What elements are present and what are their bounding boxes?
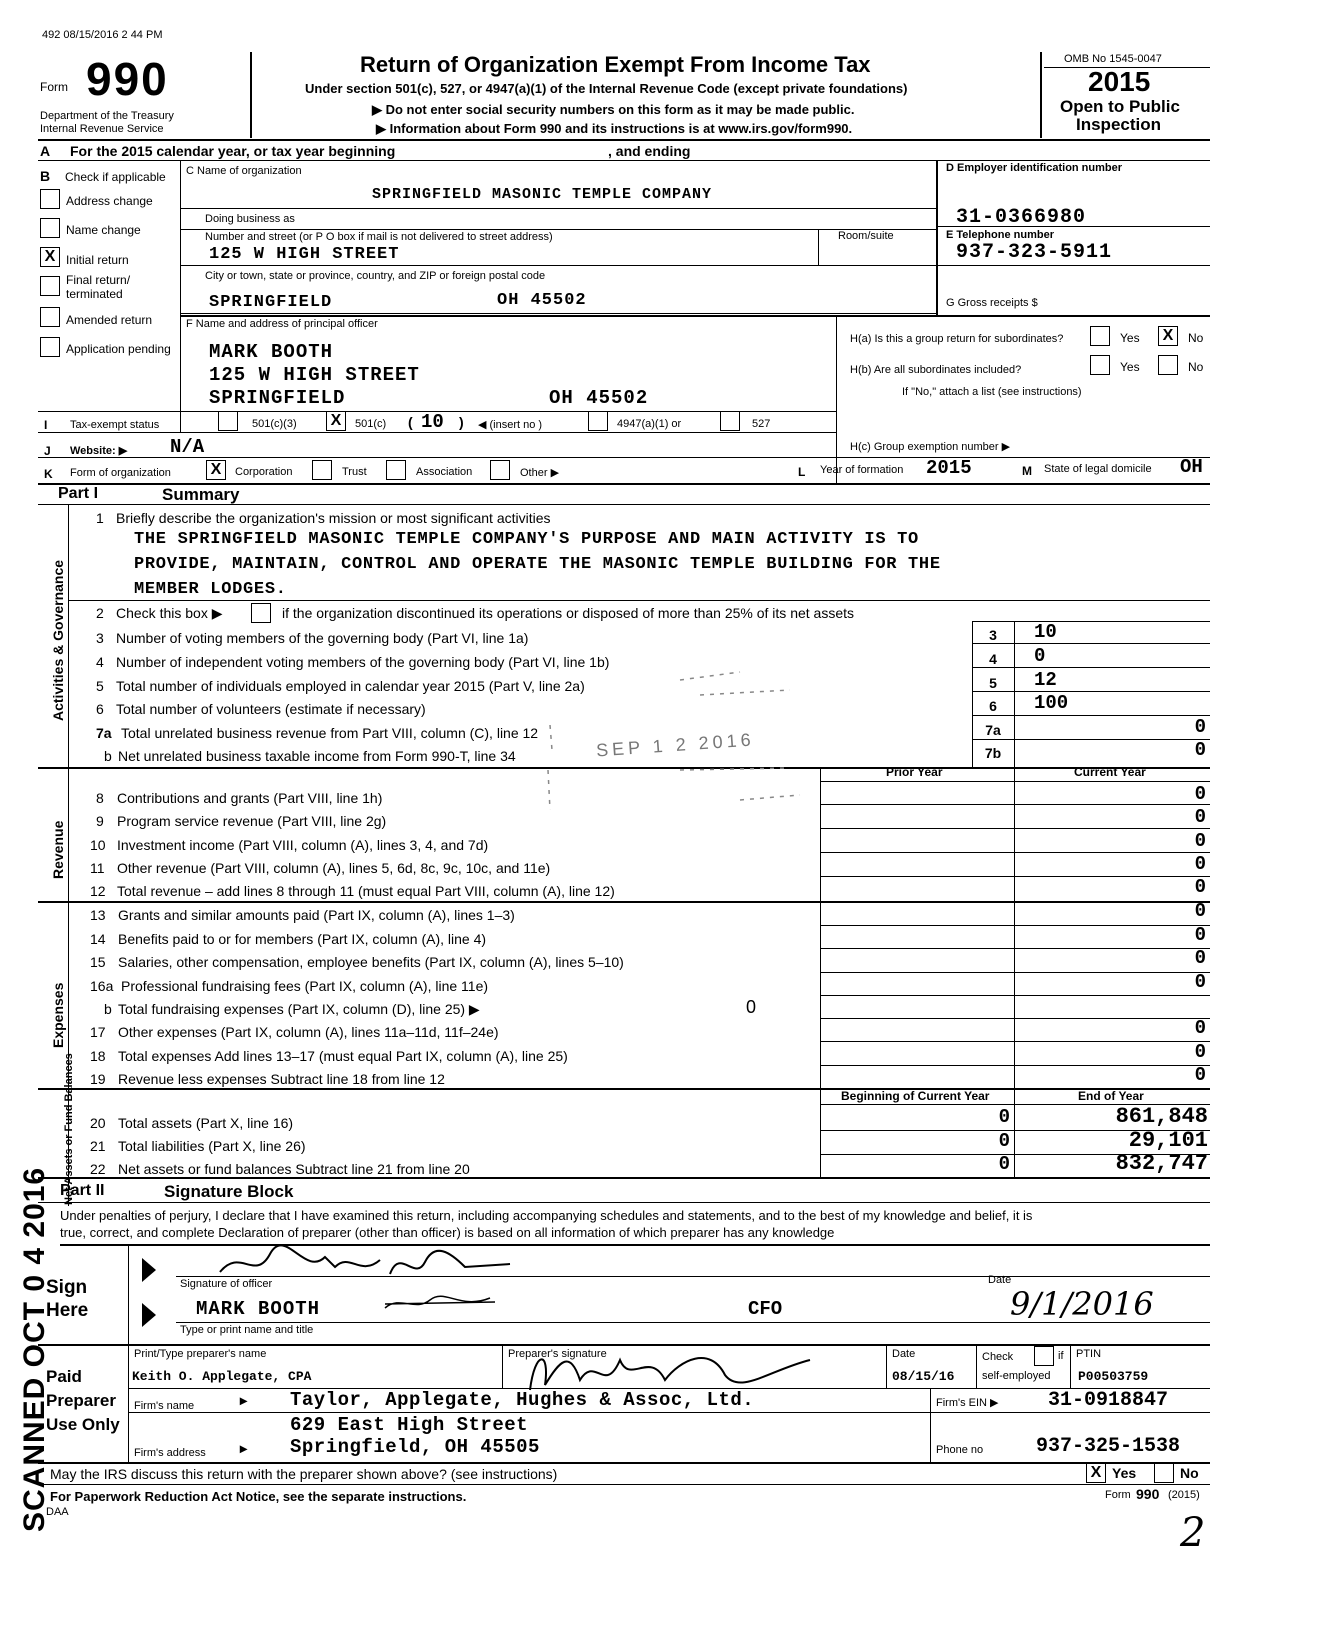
side-revenue: Revenue	[50, 820, 66, 879]
form-of-org-label: Form of organization	[70, 467, 171, 479]
gov-line-3-text: Number of voting members of the governing body (Part VI, line 1a)	[116, 630, 529, 646]
discuss-question: May the IRS discuss this return with the preparer shown above? (see instructions)	[50, 1466, 558, 1482]
daa-label: DAA	[46, 1506, 69, 1518]
city-label: City or town, state or province, country, and ZIP or foreign postal code	[205, 270, 546, 282]
line2-num: 2	[96, 605, 104, 621]
501c-paren-open: (	[408, 414, 413, 430]
firm-address-1: 629 East High Street	[290, 1414, 529, 1436]
k-label: K	[44, 467, 53, 481]
exp-line-16a-value: 0	[1194, 971, 1206, 993]
signature-officer-label: Signature of officer	[180, 1278, 273, 1290]
gov-line-4-num: 4	[96, 654, 104, 670]
amended-return-checkbox[interactable]	[40, 307, 60, 327]
hb-no-label: No	[1188, 360, 1204, 374]
open-public-2: Inspection	[1076, 115, 1162, 134]
tax-exempt-status-label: Tax-exempt status	[70, 419, 160, 431]
firm-name: Taylor, Applegate, Hughes & Assoc, Ltd.	[290, 1389, 755, 1411]
i-label: I	[44, 418, 48, 432]
net-line-22-eoy: 832,747	[1115, 1151, 1208, 1176]
rev-line-8-text: Contributions and grants (Part VIII, line 1h)	[117, 790, 383, 806]
gov-line-5-value: 12	[1034, 669, 1057, 691]
rev-line-10-text: Investment income (Part VIII, column (A), lines 3, 4, and 7d)	[117, 837, 489, 853]
initial-return-label: Initial return	[66, 253, 129, 267]
paperwork-notice: For Paperwork Reduction Act Notice, see the separate instructions.	[50, 1489, 467, 1504]
firm-name-label: Firm's name	[134, 1400, 195, 1412]
prep-name-label: Print/Type preparer's name	[134, 1348, 267, 1360]
side-net-assets: Net Assets or Fund Balances	[63, 1053, 75, 1205]
exp-line-14-text: Benefits paid to or for members (Part IX, column (A), line 4)	[118, 931, 487, 947]
exp-line-19-text: Revenue less expenses Subtract line 18 from line 12	[118, 1071, 445, 1087]
application-pending-checkbox[interactable]	[40, 337, 60, 357]
mission-line-1: THE SPRINGFIELD MASONIC TEMPLE COMPANY'S PURPOSE AND MAIN ACTIVITY IS TO	[134, 530, 919, 549]
terminated-label: terminated	[66, 287, 123, 301]
mission-line-3: MEMBER LODGES.	[134, 580, 287, 599]
form-ref-label: Form	[1105, 1489, 1131, 1501]
gov-line-6-value: 100	[1034, 692, 1069, 714]
address-change-checkbox[interactable]	[40, 189, 60, 209]
rev-line-11-value: 0	[1194, 853, 1206, 875]
gov-line-7b-num: b	[104, 748, 112, 764]
timestamp-stamp: 492 08/15/2016 2 44 PM	[42, 29, 163, 41]
gov-line-5-box: 5	[989, 675, 997, 691]
self-employed-checkbox[interactable]	[1034, 1346, 1054, 1366]
discuss-no-checkbox[interactable]	[1154, 1463, 1174, 1483]
page-mark: 2	[1180, 1510, 1206, 1556]
form-ref-year: (2015)	[1168, 1489, 1200, 1501]
info-link[interactable]: ▶ Information about Form 990 and its instructions is at www.irs.gov/form990.	[376, 121, 853, 136]
exp-line-16a-num: 16a	[90, 978, 114, 994]
sign-arrow-2	[142, 1303, 156, 1327]
rev-line-9-num: 9	[96, 813, 104, 829]
website-value: N/A	[170, 436, 205, 458]
exp-line-14-num: 14	[90, 931, 106, 947]
state-domicile-label: State of legal domicile	[1044, 463, 1152, 475]
line1-text: Briefly describe the organization's mission or most significant activities	[116, 510, 551, 526]
org-name-label: C Name of organization	[186, 165, 302, 177]
other-checkbox[interactable]	[490, 460, 510, 480]
exp-line-19-num: 19	[90, 1071, 106, 1087]
section-b-label: B	[40, 168, 51, 184]
rev-line-8-num: 8	[96, 790, 104, 806]
j-label: J	[44, 444, 51, 458]
discuss-yes-checkbox[interactable]: X	[1086, 1463, 1106, 1483]
exp-line-14-value: 0	[1194, 924, 1206, 946]
firm-name-arrow: ▸	[240, 1392, 248, 1408]
officer-title: CFO	[748, 1298, 783, 1320]
4947-checkbox[interactable]	[588, 411, 608, 431]
line2-text: Check this box ▶	[116, 605, 223, 621]
prep-sig-label: Preparer's signature	[508, 1348, 607, 1360]
rev-line-8-value: 0	[1194, 783, 1206, 805]
exp-line-16b-text: Total fundraising expenses (Part IX, column (D), line 25) ▶	[118, 1001, 480, 1017]
exp-line-16b-value: 0	[746, 997, 757, 1017]
gov-line-7b-value: 0	[1194, 739, 1206, 761]
m-label: M	[1022, 464, 1032, 478]
here-label: Here	[46, 1300, 89, 1321]
501c-number: 10	[421, 411, 444, 433]
phone: 937-323-5911	[956, 241, 1113, 264]
form-title: Return of Organization Exempt From Income Tax	[360, 52, 871, 77]
gov-line-6-num: 6	[96, 701, 104, 717]
room-label: Room/suite	[838, 230, 894, 242]
name-change-label: Name change	[66, 223, 141, 237]
phone-label: E Telephone number	[946, 229, 1054, 241]
discuss-no-label: No	[1180, 1465, 1199, 1481]
state-domicile-value: OH	[1180, 456, 1203, 478]
association-label: Association	[416, 466, 473, 478]
exp-line-17-value: 0	[1194, 1017, 1206, 1039]
net-line-20-num: 20	[90, 1115, 106, 1131]
street-address: 125 W HIGH STREET	[209, 245, 400, 264]
ein-label: D Employer identification number	[946, 162, 1123, 174]
4947-label: 4947(a)(1) or	[617, 418, 682, 430]
exp-line-16a-text: Professional fundraising fees (Part IX, column (A), line 11e)	[121, 978, 489, 994]
exp-line-13-value: 0	[1194, 900, 1206, 922]
crossed-out-scribble	[380, 1290, 500, 1316]
ha-yes-label: Yes	[1120, 331, 1140, 345]
officer-street: 125 W HIGH STREET	[209, 364, 420, 386]
ha-no-label: No	[1188, 331, 1204, 345]
prior-year-header: Prior Year	[886, 765, 943, 779]
ein: 31-0366980	[956, 206, 1087, 229]
received-stamp-marks	[540, 650, 820, 830]
current-year-header: Current Year	[1074, 765, 1146, 779]
sign-date-value: 9/1/2016	[1010, 1285, 1154, 1323]
net-line-20-eoy: 861,848	[1115, 1104, 1208, 1129]
irs-name: Internal Revenue Service	[40, 123, 164, 135]
street-label: Number and street (or P O box if mail is not delivered to street address)	[205, 231, 553, 243]
eoy-header: End of Year	[1078, 1089, 1144, 1103]
preparer-label: Preparer	[46, 1391, 116, 1410]
received-date-stamp: SEP 1 2 2016	[595, 729, 756, 761]
scanned-stamp: SCANNED OCT 0 4 2016	[18, 1166, 51, 1532]
officer-name: MARK BOOTH	[209, 341, 334, 363]
rev-line-10-value: 0	[1194, 830, 1206, 852]
gov-line-3-value: 10	[1034, 621, 1057, 643]
gov-line-7b-box: 7b	[984, 745, 1002, 761]
rev-line-11-num: 11	[90, 860, 105, 876]
net-line-20-text: Total assets (Part X, line 16)	[118, 1115, 294, 1131]
hb-note: If "No," attach a list (see instructions)	[902, 386, 1082, 398]
sign-date-label: Date	[988, 1274, 1012, 1286]
state-zip: OH 45502	[497, 291, 587, 310]
501c-checkbox[interactable]: X	[326, 411, 346, 431]
exp-line-17-text: Other expenses (Part IX, column (A), lines 11a–11d, 11f–24e)	[118, 1024, 499, 1040]
ha-yes-checkbox[interactable]	[1090, 326, 1110, 346]
self-employed-label: self-employed	[982, 1370, 1051, 1382]
gov-line-4-box: 4	[989, 651, 997, 667]
rev-line-10-num: 10	[90, 837, 106, 853]
hb-question: H(b) Are all subordinates included?	[850, 364, 1022, 376]
527-label: 527	[752, 418, 771, 430]
line-a-label: A	[40, 143, 51, 159]
gov-line-4-value: 0	[1034, 645, 1046, 667]
website-label: Website: ▶	[70, 445, 128, 457]
527-checkbox[interactable]	[720, 411, 740, 431]
firm-address-label: Firm's address	[134, 1447, 206, 1459]
form-number: 990	[86, 53, 169, 105]
check-label: Check	[982, 1351, 1014, 1363]
rev-line-11-text: Other revenue (Part VIII, column (A), lines 5, 6d, 8c, 9c, 10c, and 11e)	[117, 860, 551, 876]
tax-year: 2015	[1088, 66, 1151, 97]
line1-num: 1	[96, 510, 104, 526]
perjury-line-1: Under penalties of perjury, I declare that I have examined this return, including accompanying schedules and statements, and to the best of my knowledge and belief, it is	[60, 1208, 1033, 1223]
gov-line-7a-value: 0	[1194, 716, 1206, 738]
open-public-1: Open to Public	[1060, 97, 1180, 116]
ha-no-checkbox[interactable]: X	[1158, 326, 1178, 346]
net-line-22-boy: 0	[998, 1153, 1010, 1175]
line-a-ending: , and ending	[608, 143, 691, 159]
gov-line-5-num: 5	[96, 678, 104, 694]
exp-line-19-value: 0	[1194, 1064, 1206, 1086]
gov-line-6-text: Total number of volunteers (estimate if necessary)	[116, 701, 426, 717]
dept-treasury: Department of the Treasury	[40, 110, 174, 122]
line-a-text: For the 2015 calendar year, or tax year beginning	[70, 143, 396, 159]
type-name-label: Type or print name and title	[180, 1324, 314, 1336]
city: SPRINGFIELD	[209, 293, 333, 312]
year-formation-value: 2015	[926, 457, 972, 479]
exp-line-13-num: 13	[90, 907, 106, 923]
501c3-checkbox[interactable]	[218, 411, 238, 431]
form-ref-number: 990	[1136, 1486, 1160, 1502]
gov-line-5-text: Total number of individuals employed in calendar year 2015 (Part V, line 2a)	[116, 678, 585, 694]
gov-line-7a-box: 7a	[985, 722, 1001, 738]
ptin-label: PTIN	[1076, 1348, 1102, 1360]
trust-label: Trust	[342, 466, 367, 478]
hb-no-checkbox[interactable]	[1158, 355, 1178, 375]
part2-label: Part II	[60, 1182, 105, 1199]
side-activities-governance: Activities & Governance	[50, 559, 66, 721]
gov-line-3-num: 3	[96, 630, 104, 646]
side-expenses: Expenses	[50, 982, 66, 1048]
exp-line-18-num: 18	[90, 1048, 106, 1064]
form-word: Form	[40, 80, 68, 94]
net-line-22-text: Net assets or fund balances Subtract line 21 from line 20	[118, 1161, 470, 1177]
line2-desc: if the organization discontinued its operations or disposed of more than 25% of its net assets	[282, 605, 855, 621]
hb-yes-checkbox[interactable]	[1090, 355, 1110, 375]
gov-line-7a-text: Total unrelated business revenue from Part VIII, column (C), line 12	[121, 725, 539, 741]
paid-label: Paid	[46, 1367, 82, 1386]
gov-line-6-box: 6	[989, 698, 997, 714]
part1-label: Part I	[58, 485, 99, 502]
exp-line-15-value: 0	[1194, 947, 1206, 969]
firm-address-arrow: ▸	[240, 1440, 248, 1456]
name-change-checkbox[interactable]	[40, 218, 60, 238]
discuss-yes-label: Yes	[1112, 1465, 1137, 1481]
officer-city: SPRINGFIELD	[209, 387, 346, 409]
dba-label: Doing business as	[205, 213, 295, 225]
gov-line-4-text: Number of independent voting members of the governing body (Part VI, line 1b)	[116, 654, 610, 670]
address-change-label: Address change	[66, 194, 153, 208]
rev-line-9-text: Program service revenue (Part VIII, line 2g)	[117, 813, 387, 829]
officer-printed-name: MARK BOOTH	[196, 1298, 321, 1320]
officer-state-zip: OH 45502	[549, 387, 649, 409]
final-return-label: Final return/	[66, 273, 131, 287]
501c-label: 501(c)	[355, 418, 387, 430]
ssn-warning: ▶ Do not enter social security numbers on this form as it may be made public.	[372, 102, 855, 117]
line2-checkbox[interactable]	[251, 603, 271, 623]
sign-label: Sign	[46, 1277, 88, 1298]
exp-line-16b-num: b	[104, 1001, 112, 1017]
firm-address-2: Springfield, OH 45505	[290, 1436, 540, 1458]
exp-line-13-text: Grants and similar amounts paid (Part IX, column (A), lines 1–3)	[118, 907, 515, 923]
gov-line-7a-num: 7a	[96, 725, 112, 741]
part2-title: Signature Block	[164, 1182, 294, 1201]
year-formation-label: Year of formation	[820, 464, 904, 476]
use-only-label: Use Only	[46, 1415, 120, 1434]
amended-return-label: Amended return	[66, 313, 153, 327]
net-line-21-num: 21	[90, 1138, 106, 1154]
form-subtitle: Under section 501(c), 527, or 4947(a)(1) of the Internal Revenue Code (except private foundations)	[305, 81, 908, 96]
rev-line-12-num: 12	[90, 883, 106, 899]
exp-line-15-text: Salaries, other compensation, employee benefits (Part IX, column (A), lines 5–10)	[118, 954, 624, 970]
phone-no-label: Phone no	[936, 1444, 984, 1456]
omb-number: OMB No 1545-0047	[1064, 53, 1162, 65]
perjury-line-2: true, correct, and complete Declaration of preparer (other than officer) is based on all information of which preparer has any knowledge	[60, 1225, 835, 1240]
exp-line-18-text: Total expenses Add lines 13–17 (must equal Part IX, column (A), line 25)	[118, 1048, 568, 1064]
mission-line-2: PROVIDE, MAINTAIN, CONTROL AND OPERATE THE MASONIC TEMPLE BUILDING FOR THE	[134, 555, 941, 574]
sign-arrow-1	[142, 1258, 156, 1282]
final-return-checkbox[interactable]	[40, 276, 60, 296]
ptin-value: P00503759	[1078, 1369, 1149, 1384]
net-line-21-boy: 0	[998, 1130, 1010, 1152]
trust-checkbox[interactable]	[312, 460, 332, 480]
part1-title: Summary	[162, 485, 240, 504]
501c3-label: 501(c)(3)	[252, 418, 297, 430]
net-line-20-boy: 0	[998, 1106, 1010, 1128]
prep-date: 08/15/16	[892, 1369, 955, 1384]
rev-line-9-value: 0	[1194, 806, 1206, 828]
l-label: L	[798, 465, 806, 479]
boy-header: Beginning of Current Year	[841, 1089, 990, 1103]
exp-line-15-num: 15	[90, 954, 106, 970]
firm-ein: 31-0918847	[1048, 1389, 1169, 1412]
net-line-21-eoy: 29,101	[1128, 1128, 1208, 1153]
gov-line-3-box: 3	[989, 627, 997, 643]
other-label: Other ▶	[520, 467, 560, 479]
ha-question: H(a) Is this a group return for subordinates?	[850, 333, 1064, 345]
exp-line-18-value: 0	[1194, 1041, 1206, 1063]
prep-date-label: Date	[892, 1348, 916, 1360]
association-checkbox[interactable]	[386, 460, 406, 480]
officer-label: F Name and address of principal officer	[186, 318, 378, 330]
initial-return-checkbox[interactable]: X	[40, 247, 60, 267]
corporation-checkbox[interactable]: X	[206, 460, 226, 480]
net-line-21-text: Total liabilities (Part X, line 26)	[118, 1138, 306, 1154]
prep-name: Keith O. Applegate, CPA	[132, 1369, 312, 1384]
gross-receipts-label: G Gross receipts $	[946, 297, 1038, 309]
hb-yes-label: Yes	[1120, 360, 1140, 374]
preparer-phone: 937-325-1538	[1036, 1435, 1181, 1458]
hc-label: H(c) Group exemption number ▶	[850, 441, 1011, 453]
net-line-22-num: 22	[90, 1161, 106, 1177]
section-b-title: Check if applicable	[65, 170, 166, 184]
501c-paren-close: )	[459, 414, 464, 430]
application-pending-label: Application pending	[66, 342, 171, 356]
firm-ein-label: Firm's EIN ▶	[936, 1397, 999, 1409]
if-label: if	[1058, 1350, 1064, 1362]
org-name: SPRINGFIELD MASONIC TEMPLE COMPANY	[372, 186, 713, 203]
insert-no-label: ◀ (insert no )	[478, 419, 543, 431]
corporation-label: Corporation	[235, 466, 293, 478]
rev-line-12-text: Total revenue – add lines 8 through 11 (must equal Part VIII, column (A), line 12)	[117, 883, 615, 899]
gov-line-7b-text: Net unrelated business taxable income from Form 990-T, line 34	[118, 748, 516, 764]
rev-line-12-value: 0	[1194, 876, 1206, 898]
exp-line-17-num: 17	[90, 1024, 106, 1040]
